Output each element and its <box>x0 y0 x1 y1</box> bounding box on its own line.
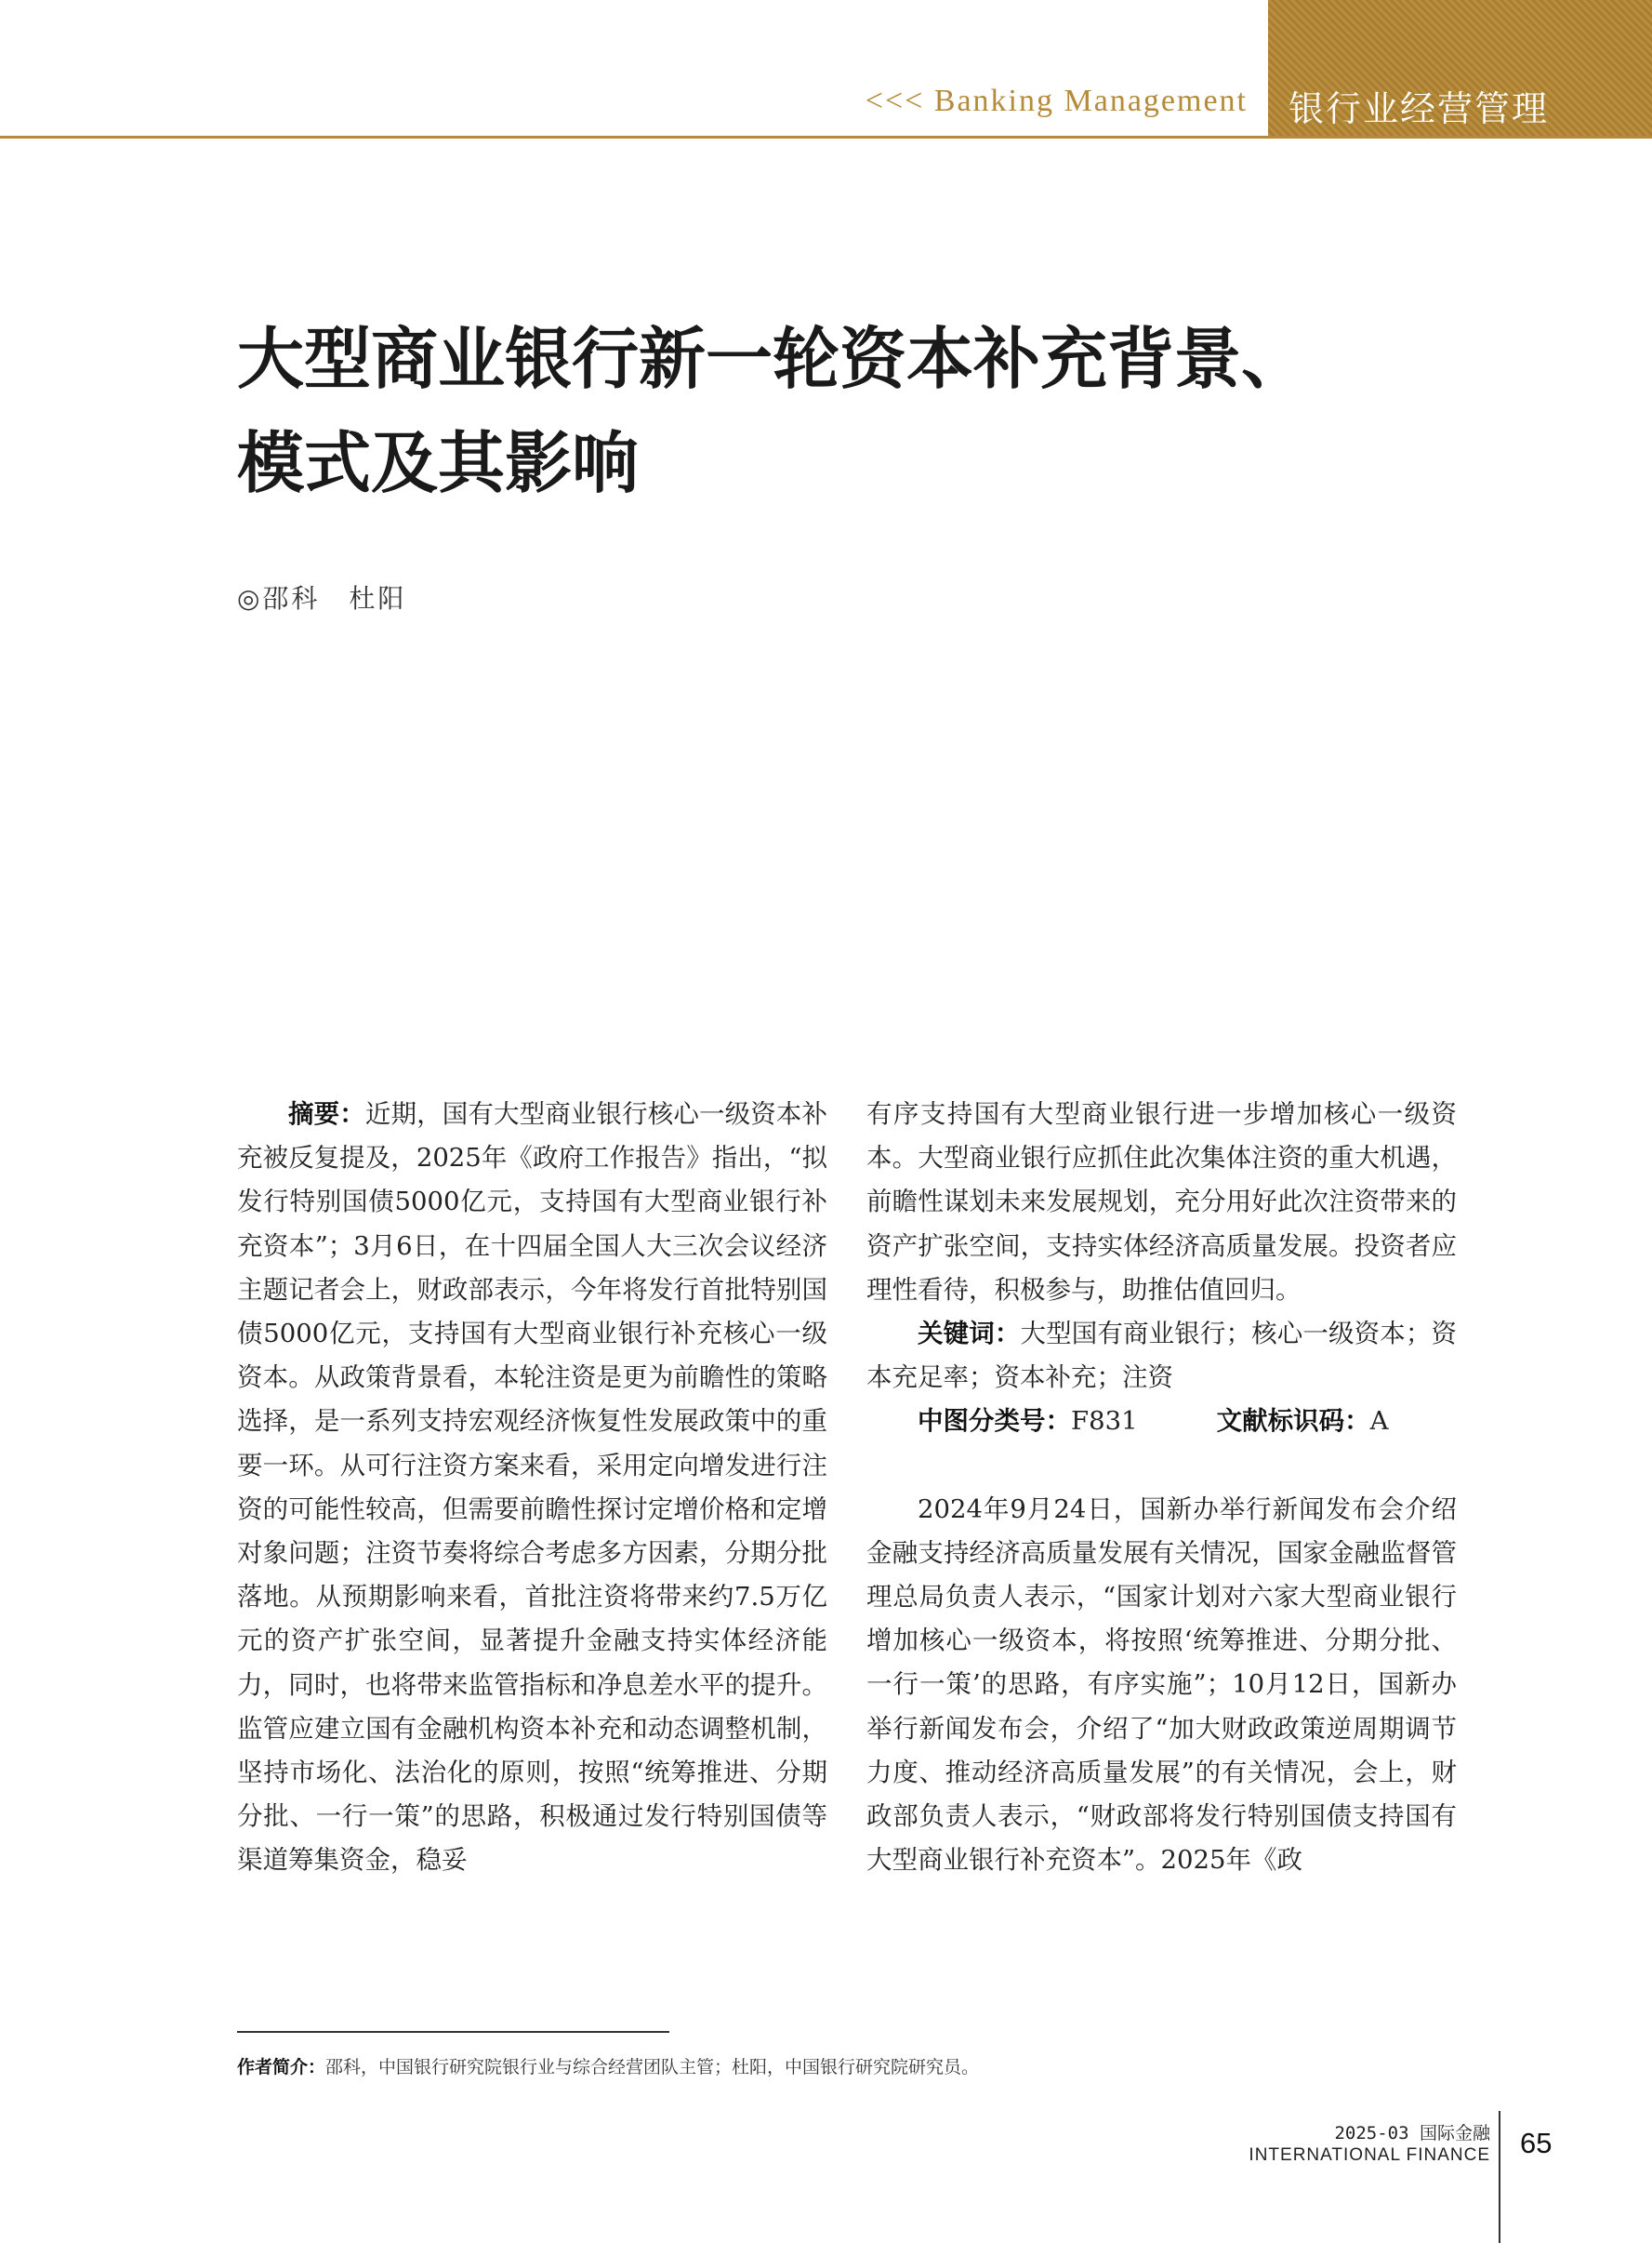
article-title-line-2: 模式及其影响 <box>237 424 640 502</box>
article-authors: ◎邵科 杜阳 <box>237 583 407 614</box>
header-rule <box>0 136 1652 139</box>
abstract-label: 摘要： <box>288 1099 365 1129</box>
abstract-text-right: 有序支持国有大型商业银行进一步增加核心一级资本。大型商业银行应抓住此次集体注资的重大机遇，前瞻性谋划未来发展规划，充分用好此次注资带来的资产扩张空间，支持实体经济高质量发展。投资者应理性看待，积极参与，助推估值回归。 <box>866 1099 1457 1305</box>
left-column <box>237 1093 827 1883</box>
footnote-text: 邵科，中国银行研究院银行业与综合经营团队主管；杜阳，中国银行研究院研究员。 <box>325 2057 980 2077</box>
right-column <box>866 1093 1457 1882</box>
abstract-text-left: 近期，国有大型商业银行核心一级资本补充被反复提及，2025年《政府工作报告》指出，“拟发行特别国债5000亿元，支持国有大型商业银行补充资本”；3月6日，在十四届全国人大三次会议经济主题记者会上，财政部表示，今年将发行首批特别国债5000亿元，支持国有大型商业银行补充核心一级资本。从政策背景看，本轮注资是更为前瞻性的策略选择，是一系列支持宏观经济恢复性发展政策中的重要一环。从可行注资方案来看，采用定向增发进行注资的可能性较高，但需要前瞻性探讨定增价格和定增对象问题；注资节奏将综合考虑多方因素，分期分批落地。从预期影响来看，首批注资将带来约7.5万亿元的资产扩张空间，显著提升金融支持实体经济能力，同时，也将带来监管指标和净息差水平的提升。监管应建立国有金融机构资本补充和动态调整机制，坚持市场化、法治化的原则，按照“统筹推进、分期分批、一行一策”的思路，积极通过发行特别国债等渠道筹集资金，稳妥 <box>237 1099 827 1876</box>
journal-issue: 2025-03 国际金融 <box>1334 2123 1490 2143</box>
footnote-label: 作者简介： <box>237 2057 326 2077</box>
body-paragraph-1: 2024年9月24日，国新办举行新闻发布会介绍金融支持经济高质量发展有关情况，国家金融监督管理总局负责人表示，“国家计划对六家大型商业银行增加核心一级资本，将按照‘统筹推进、分期分批、一行一策’的思路，有序实施”；10月12日，国新办举行新闻发布会，介绍了“加大财政政策逆周期调节力度、推动经济高质量发展”的有关情况，会上，财政部负责人表示，“财政部将发行特别国债支持国有大型商业银行补充资本”。2025年《政 <box>866 1493 1457 1876</box>
section-title-chinese: 银行业经营管理 <box>1289 88 1550 129</box>
keywords-label: 关键词： <box>918 1319 1021 1349</box>
journal-info <box>1249 2122 1490 2167</box>
clc-label: 中图分类号： <box>918 1406 1071 1437</box>
journal-name-english: INTERNATIONAL FINANCE <box>1249 2145 1490 2165</box>
abstract-paragraph <box>237 1093 827 1883</box>
footnote-rule <box>237 2031 669 2033</box>
section-tag <box>1264 0 1652 136</box>
footer-divider <box>1499 2111 1500 2243</box>
page-number: 65 <box>1520 2127 1553 2159</box>
author-footnote <box>237 2053 1446 2078</box>
clc-value: F831 <box>1071 1406 1138 1437</box>
keywords-paragraph <box>866 1312 1457 1400</box>
keywords-text: 大型国有商业银行；核心一级资本；资本充足率；资本补充；注资 <box>866 1319 1457 1393</box>
section-title-english: <<< Banking Management <box>865 84 1248 118</box>
doc-code-label: 文献标识码： <box>1216 1406 1370 1437</box>
article-title <box>237 307 1483 515</box>
classification-line <box>866 1400 1457 1443</box>
article-title-line-1: 大型商业银行新一轮资本补充背景、 <box>237 320 1309 398</box>
doc-code-value: A <box>1369 1406 1389 1437</box>
